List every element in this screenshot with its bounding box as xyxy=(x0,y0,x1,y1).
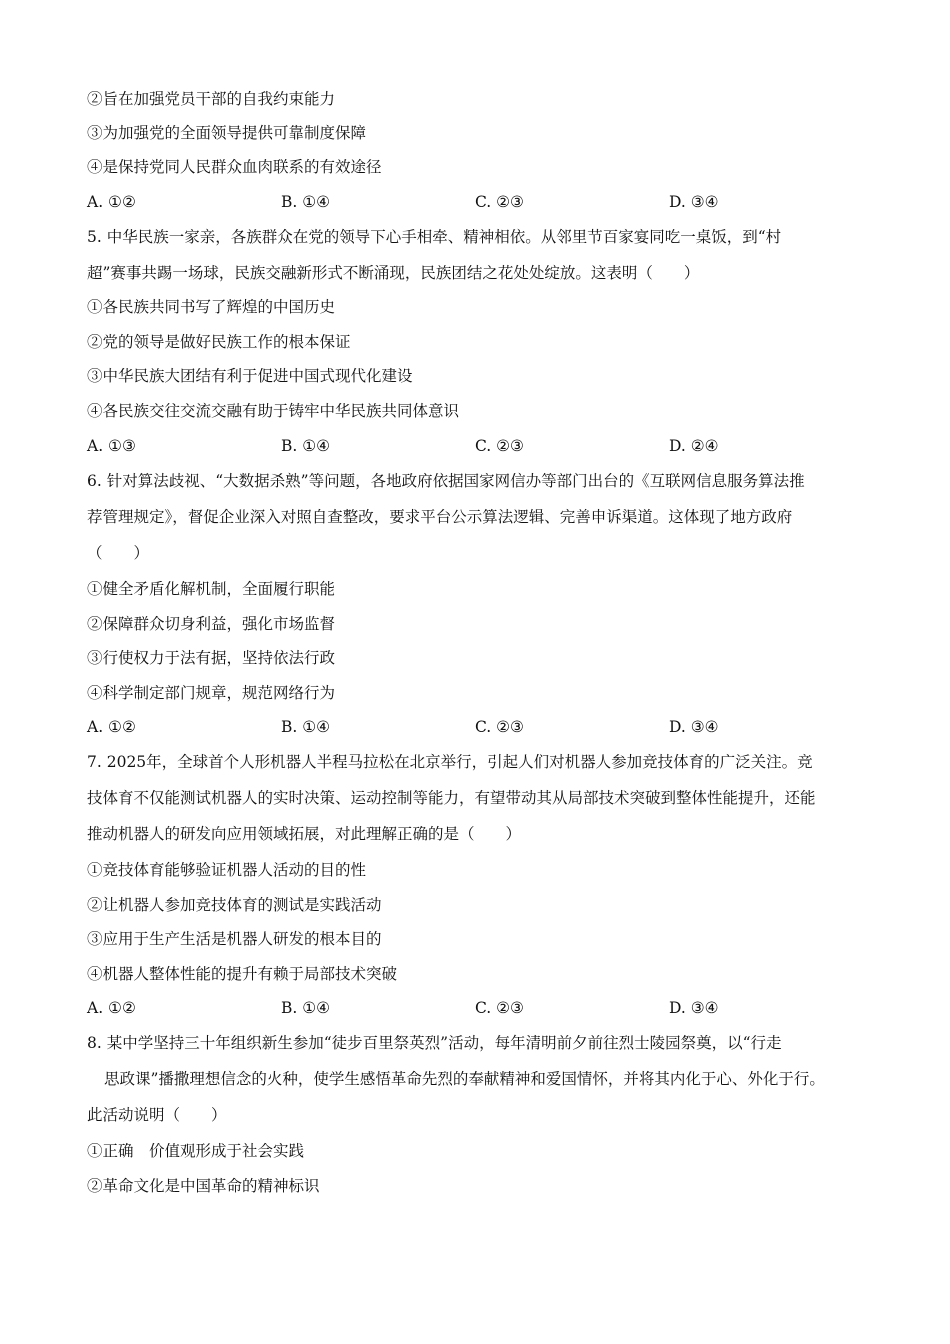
q5-item-1: ①各民族共同书写了辉煌的中国历史 xyxy=(87,298,336,316)
q5-option-d: D. ②④ xyxy=(669,437,719,455)
q5-item-4: ④各民族交往交流交融有助于铸牢中华民族共同体意识 xyxy=(87,402,460,420)
q6-option-a: A. ①② xyxy=(87,718,136,736)
q7-item-4: ④机器人整体性能的提升有赖于局部技术突破 xyxy=(87,965,398,983)
q8-stem-line-3: 此活动说明（ ） xyxy=(87,1106,227,1124)
q8-stem-line-1: 8. 某中学坚持三十年组织新生参加“徒步百里祭英烈”活动，每年清明前夕前往烈士陵园祭奠，以“行走 xyxy=(87,1034,782,1052)
q5-item-3: ③中华民族大团结有利于促进中国式现代化建设 xyxy=(87,367,413,385)
q6-item-2: ②保障群众切身利益，强化市场监督 xyxy=(87,615,336,633)
q7-stem-line-2: 技体育不仅能测试机器人的实时决策、运动控制等能力，有望带动其从局部技术突破到整体性能提升，还能 xyxy=(87,789,816,807)
q4-item-2: ②旨在加强党员干部的自我约束能力 xyxy=(87,90,336,108)
q6-item-1: ①健全矛盾化解机制，全面履行职能 xyxy=(87,580,336,598)
q8-item-2: ②革命文化是中国革命的精神标识 xyxy=(87,1177,320,1195)
q7-option-b: B. ①④ xyxy=(281,999,331,1017)
q5-option-c: C. ②③ xyxy=(475,437,524,455)
q8-item-1: ①正确 价值观形成于社会实践 xyxy=(87,1142,305,1160)
q6-stem-line-1: 6. 针对算法歧视、“大数据杀熟”等问题，各地政府依据国家网信办等部门出台的《互联网信息服务算法推 xyxy=(87,472,805,490)
q6-stem-line-3: （ ） xyxy=(87,544,150,562)
q4-option-b: B. ①④ xyxy=(281,193,331,211)
q7-stem-line-3: 推动机器人的研发向应用领域拓展，对此理解正确的是（ ） xyxy=(87,825,522,843)
q4-item-4: ④是保持党同人民群众血肉联系的有效途径 xyxy=(87,158,382,176)
q5-stem-line-1: 5. 中华民族一家亲，各族群众在党的领导下心手相牵、精神相依。从邻里节百家宴同吃一桌饭，到“村 xyxy=(87,228,782,246)
q4-option-c: C. ②③ xyxy=(475,193,524,211)
q5-option-a: A. ①③ xyxy=(87,437,136,455)
q5-option-b: B. ①④ xyxy=(281,437,331,455)
q7-option-d: D. ③④ xyxy=(669,999,719,1017)
q7-option-c: C. ②③ xyxy=(475,999,524,1017)
q7-option-a: A. ①② xyxy=(87,999,136,1017)
q6-option-b: B. ①④ xyxy=(281,718,331,736)
q8-stem-line-2: 思政课”播撒理想信念的火种，使学生感悟革命先烈的奉献精神和爱国情怀，并将其内化于心、外化于行。 xyxy=(104,1070,825,1088)
q7-item-1: ①竞技体育能够验证机器人活动的目的性 xyxy=(87,861,367,879)
q7-item-3: ③应用于生产生活是机器人研发的根本目的 xyxy=(87,930,382,948)
q5-item-2: ②党的领导是做好民族工作的根本保证 xyxy=(87,333,351,351)
q4-option-d: D. ③④ xyxy=(669,193,719,211)
q6-stem-line-2: 荐管理规定》，督促企业深入对照自查整改，要求平台公示算法逻辑、完善申诉渠道。这体现了地方政府 xyxy=(87,508,793,526)
q5-stem-line-2: 超”赛事共踢一场球，民族交融新形式不断涌现，民族团结之花处处绽放。这表明（ ） xyxy=(87,264,700,282)
q7-item-2: ②让机器人参加竞技体育的测试是实践活动 xyxy=(87,896,382,914)
q6-item-4: ④科学制定部门规章，规范网络行为 xyxy=(87,684,336,702)
q7-stem-line-1: 7. 2025年，全球首个人形机器人半程马拉松在北京举行，引起人们对机器人参加竞技体育的广泛关注。竞 xyxy=(87,753,813,771)
q4-option-a: A. ①② xyxy=(87,193,136,211)
q4-item-3: ③为加强党的全面领导提供可靠制度保障 xyxy=(87,124,367,142)
q6-option-c: C. ②③ xyxy=(475,718,524,736)
q6-option-d: D. ③④ xyxy=(669,718,719,736)
q6-item-3: ③行使权力于法有据，坚持依法行政 xyxy=(87,649,336,667)
